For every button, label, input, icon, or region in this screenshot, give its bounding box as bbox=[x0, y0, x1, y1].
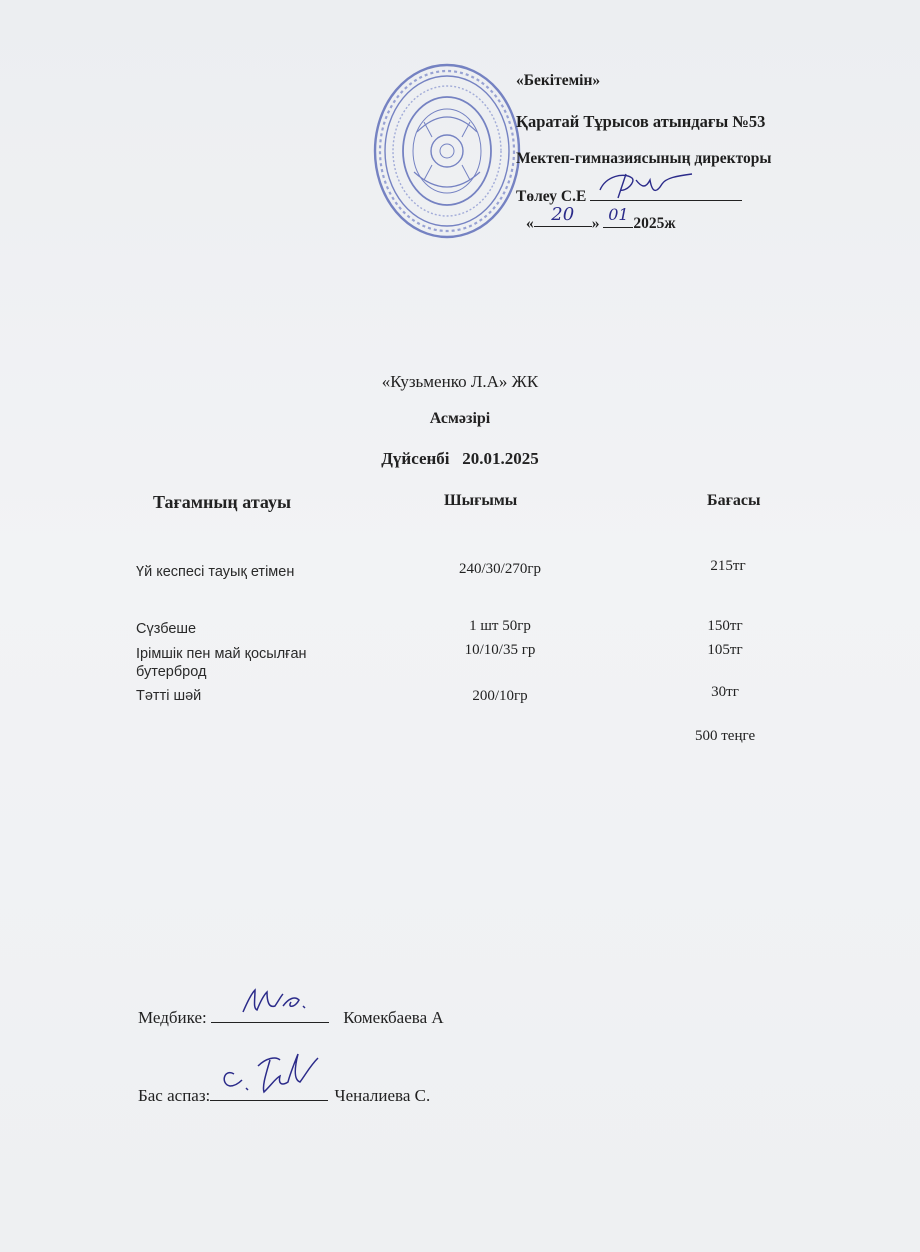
dish-output: 200/10гр bbox=[472, 688, 528, 704]
table-row bbox=[0, 558, 920, 585]
dish-price: 215тг bbox=[710, 558, 746, 574]
column-header-output: Шығымы bbox=[444, 492, 518, 509]
dish-price: 30тг bbox=[711, 684, 739, 700]
column-header-name: Тағамның атауы bbox=[153, 492, 292, 512]
date-day-field: 20 bbox=[534, 212, 592, 227]
column-header-price: Бағасы bbox=[707, 492, 761, 509]
cook-label: Бас аспаз: bbox=[138, 1086, 211, 1105]
director-signature bbox=[596, 168, 696, 202]
school-name: Қаратай Тұрысов атындағы №53 bbox=[516, 112, 766, 131]
dish-name: Үй кеспесі тауық етімен bbox=[136, 564, 295, 580]
cook-name: Ченалиева С. bbox=[334, 1086, 431, 1105]
dish-name: Сүзбеше bbox=[136, 621, 197, 637]
company-name: «Кузьменко Л.А» ЖК bbox=[381, 372, 539, 391]
table-row bbox=[0, 642, 920, 686]
dish-price: 105тг bbox=[707, 642, 743, 658]
dish-output: 10/10/35 гр bbox=[464, 642, 536, 658]
nurse-signature bbox=[239, 984, 319, 1018]
table-row bbox=[0, 684, 920, 708]
director-name: Төлеу С.Е bbox=[516, 188, 587, 205]
date-month-field: 01 bbox=[603, 213, 633, 228]
dish-output: 1 шт 50гр bbox=[469, 618, 531, 634]
approval-title: «Бекітемін» bbox=[516, 72, 601, 89]
nurse-name: Комекбаева А bbox=[343, 1008, 444, 1027]
cook-signature bbox=[214, 1044, 326, 1100]
approval-date: « 20 » 01 2025ж bbox=[526, 204, 676, 232]
cook-signature-row bbox=[138, 1086, 430, 1106]
dish-name: Тәтті шәй bbox=[136, 688, 202, 704]
director-title: Мектеп-гимназиясының директоры bbox=[516, 150, 772, 167]
menu-total: 500 теңге bbox=[695, 728, 756, 744]
dish-output: 240/30/270гр bbox=[459, 561, 541, 577]
menu-date: Дүйсенбі 20.01.2025 bbox=[381, 449, 539, 468]
dish-name: Ірімшік пен май қосылған bbox=[136, 646, 307, 662]
director-signature-line bbox=[590, 186, 742, 201]
nurse-signature-line bbox=[211, 1008, 329, 1023]
dish-name-continued: бутерброд bbox=[136, 664, 207, 680]
nurse-label: Медбике: bbox=[138, 1008, 207, 1027]
director-line bbox=[516, 186, 742, 206]
table-row bbox=[0, 618, 920, 642]
nurse-signature-row bbox=[138, 1008, 444, 1028]
dish-price: 150тг bbox=[707, 618, 743, 634]
cook-signature-line bbox=[210, 1086, 328, 1101]
menu-title: Асмәзірі bbox=[429, 410, 491, 427]
official-seal-stamp bbox=[372, 62, 522, 240]
